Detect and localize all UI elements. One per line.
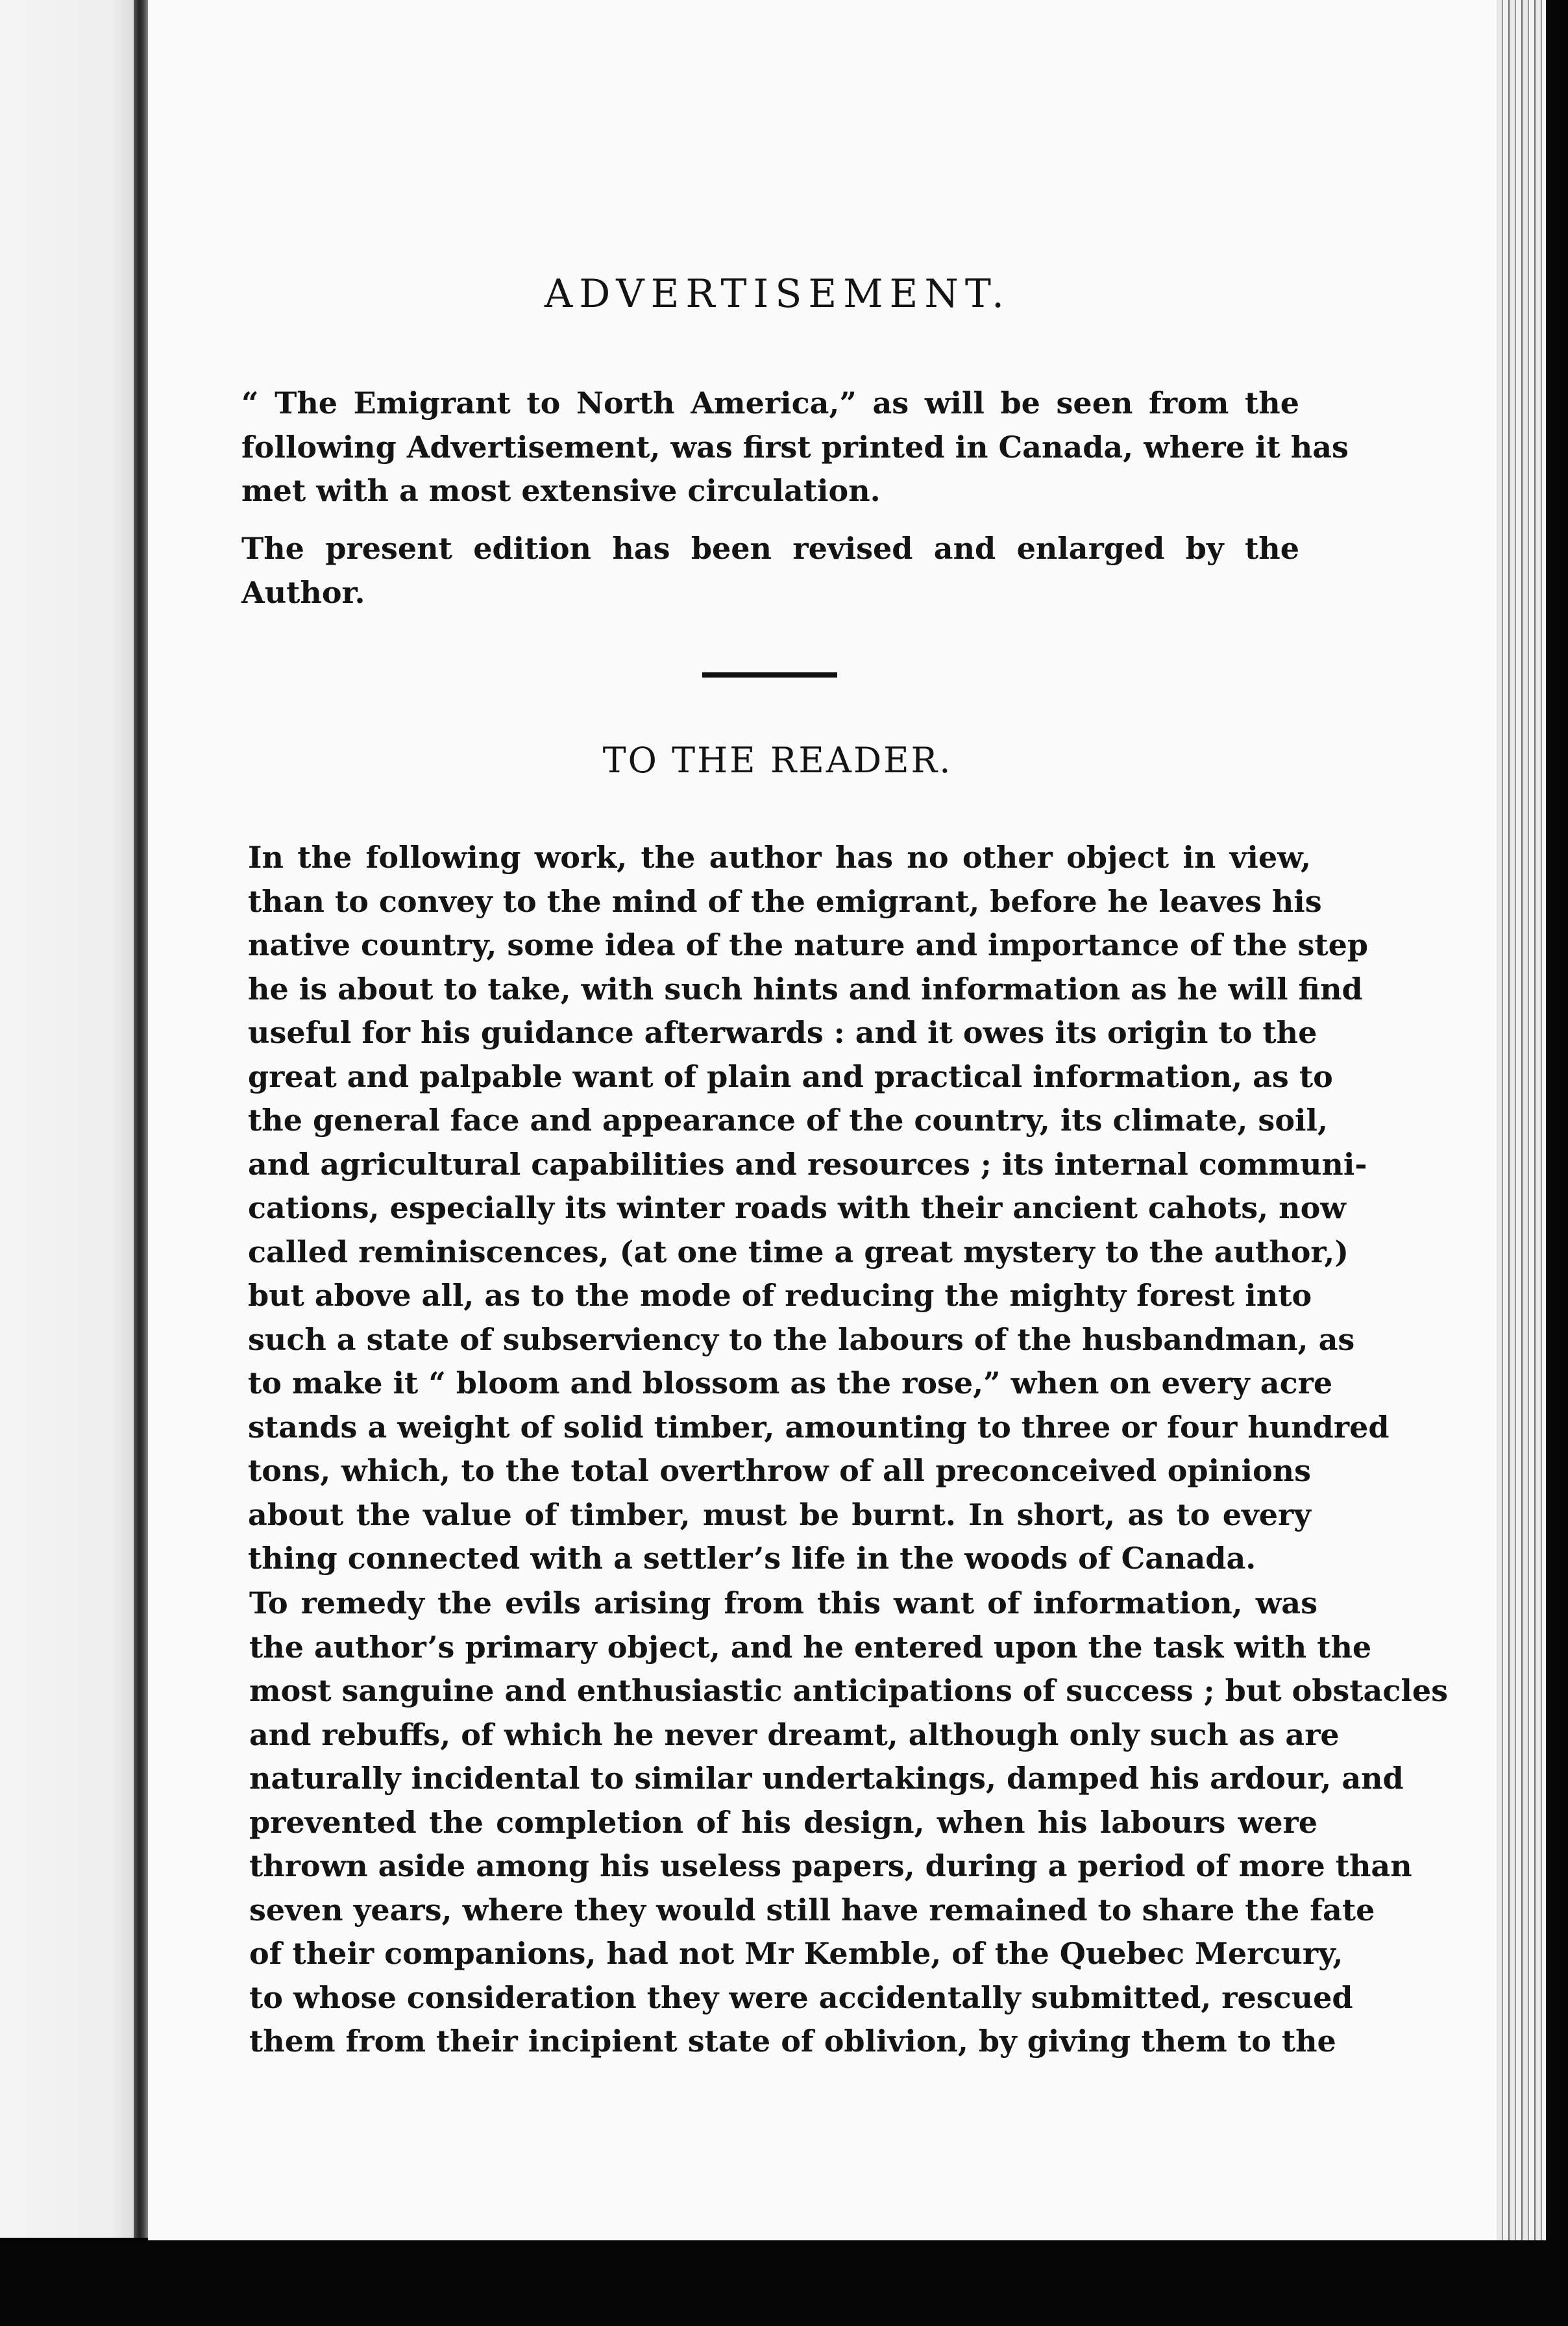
advertisement-paragraph-1 (241, 382, 1349, 513)
text-line: the author’s primary object, and he entered upon the task with the (249, 1629, 1372, 1665)
text-line: To remedy the evils arising from this want of information, was (249, 1585, 1317, 1621)
text-line: called reminiscences, (at one time a great mystery to the author,) (248, 1234, 1349, 1269)
reader-paragraph-1 (248, 836, 1390, 1581)
text-line: “ The Emigrant to North America,” as will be seen from the (241, 386, 1299, 421)
text-line: about the value of timber, must be burnt. In short, as to every (248, 1497, 1311, 1532)
text-line: stands a weight of solid timber, amounting to three or four hundred (248, 1409, 1390, 1445)
text-line: The present edition has been revised and enlarged by the (241, 531, 1299, 566)
text-line: and rebuffs, of which he never dreamt, although only such as are (249, 1717, 1340, 1752)
text-line: tons, which, to the total overthrow of all preconceived opinions (248, 1453, 1311, 1488)
text-line: but above all, as to the mode of reducing the mighty forest into (248, 1278, 1312, 1313)
right-border (1546, 0, 1568, 2326)
text-line: most sanguine and enthusiastic anticipations of success ; but obstacles (249, 1673, 1448, 1708)
bottom-border (0, 2240, 1568, 2326)
reader-paragraph-2 (249, 1582, 1448, 2064)
text-line: great and palpable want of plain and practical information, as to (248, 1059, 1333, 1094)
text-line: native country, some idea of the nature and importance of the step (248, 927, 1369, 962)
text-line: and agricultural capabilities and resources ; its internal communi- (248, 1146, 1367, 1182)
left-margin (0, 0, 139, 2238)
text-line: following Advertisement, was first printed in Canada, where it has (241, 429, 1349, 465)
text-line: naturally incidental to similar undertakings, damped his ardour, and (249, 1761, 1404, 1796)
text-line: them from their incipient state of oblivion, by giving them to the (249, 2024, 1336, 2059)
text-line: met with a most extensive circulation. (241, 473, 881, 508)
text-line: In the following work, the author has no other object in view, (248, 840, 1311, 875)
text-line: thing connected with a settler’s life in the woods of Canada. (248, 1541, 1256, 1576)
text-line: seven years, where they would still have remained to share the fate (249, 1892, 1375, 1928)
to-the-reader-heading: TO THE READER. (602, 740, 953, 781)
text-line: prevented the completion of his design, when his labours were (249, 1804, 1317, 1840)
text-line: Author. (241, 574, 365, 610)
text-line: cations, especially its winter roads with their ancient cahots, now (248, 1190, 1346, 1225)
text-line: useful for his guidance afterwards : and it owes its origin to the (248, 1015, 1317, 1050)
section-divider (702, 672, 837, 678)
advertisement-paragraph-2 (241, 527, 1299, 615)
text-line: than to convey to the mind of the emigrant, before he leaves his (248, 883, 1322, 919)
text-line: of their companions, had not Mr Kemble, of the Quebec Mercury, (249, 1936, 1343, 1971)
text-line: to make it “ bloom and blossom as the rose,” when on every acre (248, 1365, 1333, 1401)
book-spine (134, 0, 148, 2238)
page-edges (1497, 0, 1546, 2240)
text-line: the general face and appearance of the country, its climate, soil, (248, 1103, 1328, 1138)
text-line: he is about to take, with such hints and information as he will find (248, 971, 1363, 1007)
text-line: such a state of subserviency to the labours of the husbandman, as (248, 1321, 1355, 1357)
text-line: thrown aside among his useless papers, during a period of more than (249, 1848, 1412, 1883)
text-line: to whose consideration they were accidentally submitted, rescued (249, 1979, 1353, 2015)
advertisement-heading: ADVERTISEMENT. (544, 271, 1011, 317)
